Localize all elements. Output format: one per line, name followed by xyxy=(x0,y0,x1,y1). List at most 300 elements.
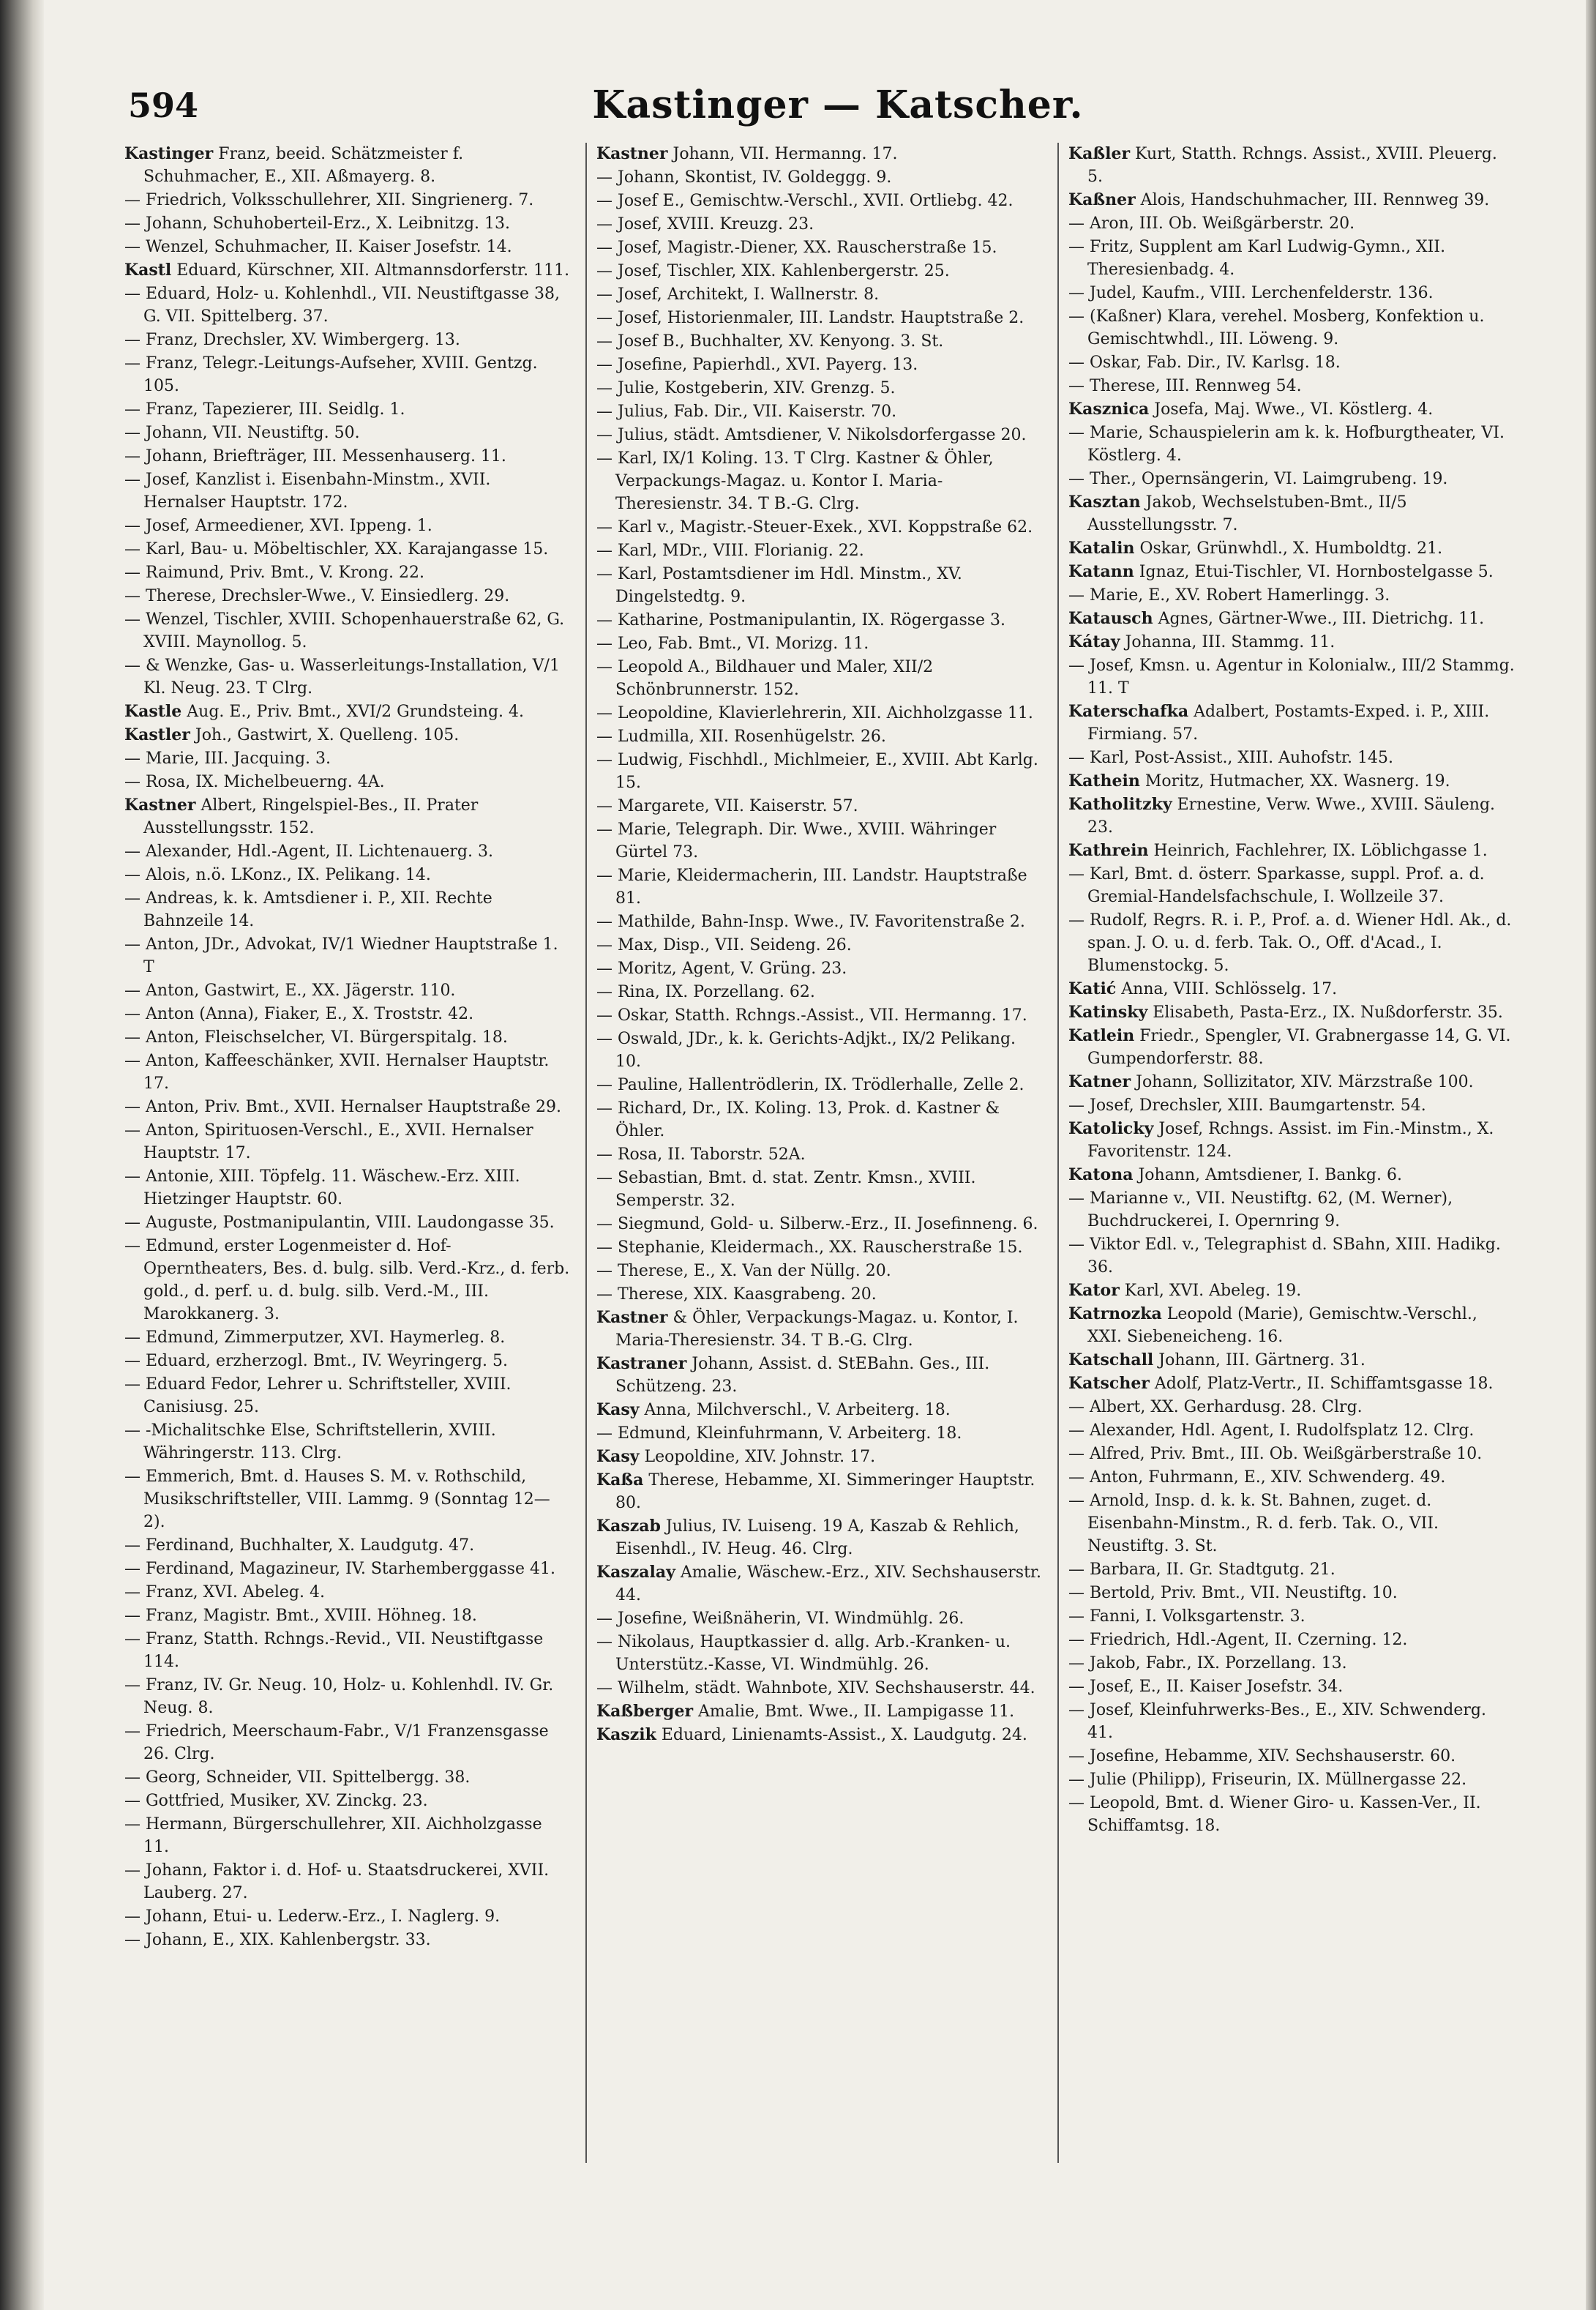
entry-surname: Kastl xyxy=(124,261,172,280)
entry-text: — Ludwig, Fischhdl., Michlmeier, E., XVIII. Abt Karlg. 15. xyxy=(596,751,1038,792)
directory-entry xyxy=(596,632,1043,656)
entry-text: — Leo, Fab. Bmt., VI. Morizg. 11. xyxy=(596,635,869,653)
directory-entry xyxy=(1068,1675,1515,1699)
entry-text: — Fanni, I. Volksgartenstr. 3. xyxy=(1068,1607,1305,1626)
directory-entry xyxy=(124,283,571,329)
directory-entry xyxy=(1068,1187,1515,1233)
directory-entry xyxy=(1068,863,1515,909)
directory-entry xyxy=(1068,1558,1515,1582)
entry-text: Johann, Amtsdiener, I. Bankg. 6. xyxy=(1133,1166,1402,1184)
directory-entry xyxy=(1068,468,1515,491)
entry-surname: Katlein xyxy=(1068,1026,1135,1045)
entry-text: — Anton (Anna), Fiaker, E., X. Troststr. 42. xyxy=(124,1005,474,1023)
directory-entry xyxy=(124,1026,571,1050)
entry-text: — Max, Disp., VII. Seideng. 26. xyxy=(596,936,852,954)
entry-text: — Katharine, Postmanipulantin, IX. Rögergasse 3. xyxy=(596,611,1006,629)
directory-entry xyxy=(596,725,1043,749)
entry-surname: Kaszik xyxy=(596,1725,656,1744)
entry-text: — Johann, Skontist, IV. Goldeggg. 9. xyxy=(596,168,892,187)
entry-text: — Jakob, Fabr., IX. Porzellang. 13. xyxy=(1068,1654,1347,1672)
entry-text: — Fritz, Supplent am Karl Ludwig-Gymn., XII. Theresienbadg. 4. xyxy=(1068,238,1446,279)
directory-entry xyxy=(1068,1792,1515,1838)
entry-text: Johann, Assist. d. StEBahn. Ges., III. Schützeng. 23. xyxy=(615,1355,990,1396)
directory-entry xyxy=(1068,1489,1515,1558)
entry-text: — Johann, Faktor i. d. Hof- u. Staatsdruckerei, XVII. Lauberg. 27. xyxy=(124,1861,550,1902)
entry-text: Joh., Gastwirt, X. Quelleng. 105. xyxy=(190,726,460,744)
directory-entry xyxy=(1068,978,1515,1001)
directory-entry xyxy=(596,818,1043,864)
directory-entry xyxy=(596,283,1043,307)
directory-entry xyxy=(1068,1466,1515,1489)
entry-text: — Ludmilla, XII. Rosenhügelstr. 26. xyxy=(596,728,886,746)
directory-entry xyxy=(124,724,571,747)
directory-entry xyxy=(124,1766,571,1790)
entry-text: — Alois, n.ö. LKonz., IX. Pelikang. 14. xyxy=(124,866,431,884)
entry-text: — Edmund, erster Logenmeister d. Hof-Operntheaters, Bes. d. bulg. silb. Verd.-Krz., d. ferb. gold., d. perf. u. d. bulg. silb. Verd.-M., III. Marokkanerg. 3. xyxy=(124,1237,570,1323)
directory-entry xyxy=(124,1326,571,1350)
directory-entry xyxy=(596,330,1043,354)
directory-entry xyxy=(596,1422,1043,1446)
directory-entry xyxy=(1068,1233,1515,1279)
directory-entry xyxy=(124,1720,571,1766)
entry-text: — Siegmund, Gold- u. Silberw.-Erz., II. Josefinneng. 6. xyxy=(596,1215,1038,1233)
directory-entry xyxy=(596,354,1043,377)
entry-text: — Bertold, Priv. Bmt., VII. Neustiftg. 10. xyxy=(1068,1584,1398,1602)
entry-text: — Johann, Etui- u. Lederw.-Erz., I. Naglerg. 9. xyxy=(124,1907,501,1926)
entry-text: — Wenzel, Schuhmacher, II. Kaiser Josefstr. 14. xyxy=(124,238,512,256)
entry-text: Therese, Hebamme, XI. Simmeringer Hauptstr. 80. xyxy=(615,1471,1035,1512)
directory-entry xyxy=(1068,840,1515,863)
entry-text: — Margarete, VII. Kaiserstr. 57. xyxy=(596,797,858,815)
directory-entry xyxy=(124,1235,571,1326)
entry-surname: Katalin xyxy=(1068,539,1135,558)
directory-entry xyxy=(124,1813,571,1859)
directory-entry xyxy=(596,539,1043,563)
directory-entry xyxy=(124,654,571,700)
directory-entry xyxy=(1068,1303,1515,1349)
entry-text: — Ferdinand, Magazineur, IV. Starhemberggasse 41. xyxy=(124,1560,555,1578)
directory-entry xyxy=(124,1929,571,1952)
entry-text: — Oswald, JDr., k. k. Gerichts-Adjkt., IX/2 Pelikang. 10. xyxy=(596,1030,1016,1071)
directory-entry xyxy=(124,1558,571,1581)
entry-text: Kurt, Statth. Rchngs. Assist., XVIII. Pleuerg. 5. xyxy=(1087,145,1497,186)
directory-entry xyxy=(124,1211,571,1235)
entry-text: — Therese, XIX. Kaasgrabeng. 20. xyxy=(596,1285,877,1304)
directory-entry xyxy=(124,259,571,283)
directory-entry xyxy=(124,212,571,236)
directory-entry xyxy=(1068,561,1515,584)
entry-text: — Franz, Drechsler, XV. Wimbergerg. 13. xyxy=(124,331,460,349)
directory-entry xyxy=(124,189,571,212)
entry-surname: Kátay xyxy=(1068,632,1120,651)
entry-text: — Pauline, Hallentrödlerin, IX. Trödlerhalle, Zelle 2. xyxy=(596,1076,1024,1094)
entry-text: — & Wenzke, Gas- u. Wasserleitungs-Installation, V/1 Kl. Neug. 23. T Clrg. xyxy=(124,657,560,698)
directory-entry xyxy=(1068,654,1515,700)
page-number: 594 xyxy=(128,86,199,125)
entry-text: — Josef, Drechsler, XIII. Baumgartenstr. 54. xyxy=(1068,1096,1426,1115)
directory-entry xyxy=(596,1515,1043,1561)
entry-surname: Kasy xyxy=(596,1400,640,1419)
directory-entry xyxy=(1068,1164,1515,1187)
directory-entry xyxy=(596,424,1043,447)
entry-surname: Katerschafka xyxy=(1068,702,1189,721)
entry-text: Albert, Ringelspiel-Bes., II. Prater Ausstellungsstr. 152. xyxy=(143,796,479,837)
directory-entry xyxy=(1068,700,1515,747)
directory-entry xyxy=(124,1350,571,1373)
directory-entry xyxy=(596,307,1043,330)
directory-entry xyxy=(1068,491,1515,537)
entry-surname: Kastler xyxy=(124,725,190,744)
directory-entry xyxy=(596,190,1043,213)
directory-entry xyxy=(596,1143,1043,1167)
entry-surname: Kathrein xyxy=(1068,841,1149,860)
entry-text: — Rina, IX. Porzellang. 62. xyxy=(596,983,815,1001)
directory-entry xyxy=(596,864,1043,911)
entry-text: — Franz, XVI. Abeleg. 4. xyxy=(124,1583,325,1601)
entry-text: — Anton, JDr., Advokat, IV/1 Wiedner Hauptstraße 1. T xyxy=(124,935,558,976)
entry-text: — Josef, Architekt, I. Wallnerstr. 8. xyxy=(596,285,880,304)
entry-surname: Kasznica xyxy=(1068,400,1150,419)
entry-surname: Kaßa xyxy=(596,1470,644,1489)
entry-text: — Karl, Post-Assist., XIII. Auhofstr. 145. xyxy=(1068,749,1393,767)
entry-text: Johann, VII. Hermanng. 17. xyxy=(667,145,898,163)
entry-surname: Kaszalay xyxy=(596,1563,675,1582)
entry-text: — Karl, Bau- u. Möbeltischler, XX. Karajangasse 15. xyxy=(124,540,549,558)
entry-surname: Kastle xyxy=(124,702,182,721)
directory-entry xyxy=(596,749,1043,795)
directory-entry xyxy=(1068,1372,1515,1396)
directory-entry xyxy=(1068,143,1515,189)
entry-text: — Eduard, erzherzogl. Bmt., IV. Weyringerg. 5. xyxy=(124,1352,509,1370)
directory-entry xyxy=(124,1419,571,1465)
entry-surname: Kastner xyxy=(124,796,196,815)
directory-entry xyxy=(124,979,571,1003)
directory-entry xyxy=(124,771,571,794)
entry-text: — Friedrich, Volksschullehrer, XII. Singrienerg. 7. xyxy=(124,191,534,209)
directory-entry xyxy=(596,213,1043,236)
directory-entry xyxy=(124,840,571,864)
entry-text: — Johann, Briefträger, III. Messenhauserg. 11. xyxy=(124,447,506,466)
entry-text: — Josefine, Papierhdl., XVI. Payerg. 13. xyxy=(596,356,918,374)
entry-text: — Andreas, k. k. Amtsdiener i. P., XII. Rechte Bahnzeile 14. xyxy=(124,889,492,930)
directory-entry xyxy=(1068,1118,1515,1164)
directory-entry xyxy=(596,1607,1043,1631)
column-3 xyxy=(1068,143,1515,2192)
entry-text: — Alfred, Priv. Bmt., III. Ob. Weißgärberstraße 10. xyxy=(1068,1445,1483,1463)
entry-text: Johanna, III. Stammg. 11. xyxy=(1120,633,1335,651)
entry-surname: Katić xyxy=(1068,979,1117,998)
entry-text: Agnes, Gärtner-Wwe., III. Dietrichg. 11. xyxy=(1153,610,1485,628)
entry-text: Jakob, Wechselstuben-Bmt., II/5 Ausstellungsstr. 7. xyxy=(1087,493,1407,534)
entry-text: — Josef, Tischler, XIX. Kahlenbergerstr. 25. xyxy=(596,262,950,280)
entry-text: — Albert, XX. Gerhardusg. 28. Clrg. xyxy=(1068,1398,1363,1416)
directory-entry xyxy=(124,608,571,654)
entry-surname: Kastraner xyxy=(596,1354,687,1373)
entry-surname: Katausch xyxy=(1068,609,1153,628)
entry-text: — Franz, IV. Gr. Neug. 10, Holz- u. Kohlenhdl. IV. Gr. Neug. 8. xyxy=(124,1676,554,1717)
entry-text: — Johann, VII. Neustiftg. 50. xyxy=(124,424,360,442)
directory-entry xyxy=(596,1004,1043,1028)
entry-text: Franz, beeid. Schätzmeister f. Schuhmacher, E., XII. Aßmayerg. 8. xyxy=(143,145,464,186)
directory-entry xyxy=(124,585,571,608)
page-header xyxy=(128,77,1548,143)
running-title: Kastinger — Katscher. xyxy=(592,83,1084,127)
directory-entry xyxy=(124,352,571,398)
entry-surname: Kaßner xyxy=(1068,190,1136,209)
entry-text: — Josef B., Buchhalter, XV. Kenyong. 3. St. xyxy=(596,332,944,351)
entry-text: — Josef E., Gemischtw.-Verschl., XVII. Ortliebg. 42. xyxy=(596,192,1014,210)
entry-surname: Kasy xyxy=(596,1447,640,1466)
directory-entry xyxy=(124,1373,571,1419)
entry-text: Alois, Handschuhmacher, III. Rennweg 39. xyxy=(1135,191,1490,209)
entry-surname: Katscher xyxy=(1068,1374,1150,1393)
directory-entry xyxy=(596,702,1043,725)
entry-text: — Franz, Telegr.-Leitungs-Aufseher, XVIII. Gentzg. 105. xyxy=(124,354,538,395)
directory-entry xyxy=(1068,747,1515,770)
entry-text: — Arnold, Insp. d. k. k. St. Bahnen, zuget. d. Eisenbahn-Minstm., R. d. ferb. Tak. O., VII. Neustiftg. 3. St. xyxy=(1068,1492,1439,1555)
entry-text: — Leopold, Bmt. d. Wiener Giro- u. Kassen-Ver., II. Schiffamtsg. 18. xyxy=(1068,1794,1481,1835)
entry-text: — Friedrich, Meerschaum-Fabr., V/1 Franzensgasse 26. Clrg. xyxy=(124,1722,549,1763)
directory-entry xyxy=(124,1465,571,1534)
entry-text: Ignaz, Etui-Tischler, VI. Hornbostelgasse 5. xyxy=(1134,563,1494,581)
directory-entry xyxy=(1068,1396,1515,1419)
entry-text: — Therese, Drechsler-Wwe., V. Einsiedlerg. 29. xyxy=(124,587,510,605)
entry-surname: Kathein xyxy=(1068,771,1140,790)
entry-text: — Josef, Magistr.-Diener, XX. Rauscherstraße 15. xyxy=(596,239,997,257)
entry-text: — Julius, städt. Amtsdiener, V. Nikolsdorfergasse 20. xyxy=(596,426,1027,444)
directory-entry xyxy=(1068,1443,1515,1466)
entry-text: Karl, XVI. Abeleg. 19. xyxy=(1119,1282,1302,1300)
directory-entry xyxy=(596,1307,1043,1353)
directory-entry xyxy=(596,1446,1043,1469)
entry-text: — Marie, E., XV. Robert Hamerlingg. 3. xyxy=(1068,586,1390,605)
entry-text: — Marie, Telegraph. Dir. Wwe., XVIII. Währinger Gürtel 73. xyxy=(596,821,997,861)
directory-entry xyxy=(596,1631,1043,1677)
directory-entry xyxy=(124,515,571,538)
entry-surname: Kaßberger xyxy=(596,1702,694,1721)
directory-entry xyxy=(596,1561,1043,1607)
directory-entry xyxy=(1068,537,1515,561)
directory-entry xyxy=(1068,1419,1515,1443)
directory-entry xyxy=(596,1213,1043,1236)
directory-entry xyxy=(124,864,571,887)
entry-text: — Edmund, Kleinfuhrmann, V. Arbeiterg. 18. xyxy=(596,1424,962,1443)
directory-entry xyxy=(596,1283,1043,1307)
directory-entry xyxy=(596,1677,1043,1700)
directory-entry xyxy=(124,1628,571,1674)
directory-entry xyxy=(124,398,571,422)
directory-entry xyxy=(596,795,1043,818)
entry-text: — Alexander, Hdl. Agent, I. Rudolfsplatz 12. Clrg. xyxy=(1068,1421,1475,1440)
entry-text: Johann, Sollizitator, XIV. Märzstraße 100. xyxy=(1131,1073,1474,1091)
entry-surname: Katona xyxy=(1068,1165,1134,1184)
directory-entry xyxy=(1068,1745,1515,1768)
directory-entry xyxy=(1068,1349,1515,1372)
directory-entry xyxy=(596,1074,1043,1097)
entry-text: — Moritz, Agent, V. Grüng. 23. xyxy=(596,960,847,978)
directory-entry xyxy=(1068,608,1515,631)
entry-text: — Franz, Statth. Rchngs.-Revid., VII. Neustiftgasse 114. xyxy=(124,1630,544,1671)
entry-text: — Therese, III. Rennweg 54. xyxy=(1068,377,1302,395)
entry-text: — Stephanie, Kleidermach., XX. Rauscherstraße 15. xyxy=(596,1238,1023,1257)
entry-surname: Katholitzky xyxy=(1068,795,1172,814)
entry-text: Leopoldine, XIV. Johnstr. 17. xyxy=(639,1448,876,1466)
entry-surname: Kasztan xyxy=(1068,493,1141,512)
entry-text: — Karl, Bmt. d. österr. Sparkasse, suppl. Prof. a. d. Gremial-Handelsfachschule, I. Wollzeile 37. xyxy=(1068,865,1485,906)
directory-entry xyxy=(1068,584,1515,608)
directory-entry xyxy=(596,981,1043,1004)
directory-entry xyxy=(1068,1768,1515,1792)
entry-text: Eduard, Kürschner, XII. Altmannsdorferstr. 111. xyxy=(171,261,570,280)
directory-entry xyxy=(124,1119,571,1165)
entry-text: — Wilhelm, städt. Wahnbote, XIV. Sechshauserstr. 44. xyxy=(596,1679,1035,1697)
directory-entry xyxy=(1068,282,1515,305)
entry-surname: Kaszab xyxy=(596,1517,661,1536)
entry-text: — Raimund, Priv. Bmt., V. Krong. 22. xyxy=(124,564,424,582)
directory-entry xyxy=(596,166,1043,190)
entry-text: — Marie, Schauspielerin am k. k. Hofburgtheater, VI. Köstlerg. 4. xyxy=(1068,424,1505,465)
entry-text: Johann, III. Gärtnerg. 31. xyxy=(1153,1351,1365,1369)
directory-entry xyxy=(1068,212,1515,236)
directory-entry xyxy=(124,1674,571,1720)
entry-text: — Friedrich, Hdl.-Agent, II. Czerning. 12. xyxy=(1068,1631,1408,1649)
directory-entry xyxy=(596,1399,1043,1422)
entry-text: — Emmerich, Bmt. d. Hauses S. M. v. Rothschild, Musikschriftsteller, VIII. Lammg. 9 (Sonntag 12—2). xyxy=(124,1468,550,1531)
entry-text: — Karl, MDr., VIII. Florianig. 22. xyxy=(596,542,864,560)
entry-text: — Franz, Tapezierer, III. Seidlg. 1. xyxy=(124,400,405,419)
entry-text: — Viktor Edl. v., Telegraphist d. SBahn, XIII. Hadikg. 36. xyxy=(1068,1236,1501,1277)
entry-surname: Katann xyxy=(1068,562,1134,581)
entry-surname: Kator xyxy=(1068,1281,1120,1300)
entry-text: — Anton, Fleischselcher, VI. Bürgerspitalg. 18. xyxy=(124,1028,508,1047)
column-divider xyxy=(585,143,587,2163)
entry-text: — Anton, Priv. Bmt., XVII. Hernalser Hauptstraße 29. xyxy=(124,1098,561,1116)
entry-surname: Katolicky xyxy=(1068,1119,1154,1138)
entry-text: — Johann, E., XIX. Kahlenbergstr. 33. xyxy=(124,1931,431,1949)
entry-text: — Sebastian, Bmt. d. stat. Zentr. Kmsn., XVIII. Semperstr. 32. xyxy=(596,1169,976,1210)
directory-entry xyxy=(596,1724,1043,1747)
entry-text: Amalie, Wäschew.-Erz., XIV. Sechshauserstr. 44. xyxy=(615,1563,1042,1604)
directory-entry xyxy=(124,1859,571,1905)
directory-entry xyxy=(124,700,571,724)
entry-text: — Karl, Postamtsdiener im Hdl. Minstm., XV. Dingelstedtg. 9. xyxy=(596,565,962,606)
entry-text: — Johann, Schuhoberteil-Erz., X. Leibnitzg. 13. xyxy=(124,214,511,233)
entry-text: — Josef, E., II. Kaiser Josefstr. 34. xyxy=(1068,1678,1344,1696)
directory-entry xyxy=(1068,1025,1515,1071)
directory-entry xyxy=(1068,1605,1515,1629)
entry-text: — Richard, Dr., IX. Koling. 13, Prok. d. Kastner & Öhler. xyxy=(596,1099,1000,1140)
entry-text: Oskar, Grünwhdl., X. Humboldtg. 21. xyxy=(1134,539,1443,558)
entry-text: — Josef, Kmsn. u. Agentur in Kolonialw., III/2 Stammg. 11. T xyxy=(1068,657,1515,698)
entry-text: Julius, IV. Luiseng. 19 A, Kaszab & Rehlich, Eisenhdl., IV. Heug. 46. Clrg. xyxy=(615,1517,1019,1558)
entry-text: — Gottfried, Musiker, XV. Zinckg. 23. xyxy=(124,1792,428,1810)
directory-entry xyxy=(596,236,1043,260)
directory-entry xyxy=(1068,1001,1515,1025)
directory-entry xyxy=(124,445,571,468)
entry-text: Ernestine, Verw. Wwe., XVIII. Säuleng. 23. xyxy=(1087,796,1496,837)
directory-entry xyxy=(124,933,571,979)
directory-entry xyxy=(124,1003,571,1026)
directory-entry xyxy=(1068,1582,1515,1605)
entry-text: — -Michalitschke Else, Schriftstellerin, XVIII. Währingerstr. 113. Clrg. xyxy=(124,1421,496,1462)
entry-text: — Eduard Fedor, Lehrer u. Schriftsteller, XVIII. Canisiusg. 25. xyxy=(124,1375,512,1416)
entry-text: — Rosa, IX. Michelbeuerng. 4A. xyxy=(124,773,385,791)
entry-text: Friedr., Spengler, VI. Grabnergasse 14, G. VI. Gumpendorferstr. 88. xyxy=(1087,1027,1511,1068)
column-2 xyxy=(596,143,1043,2192)
directory-entry xyxy=(124,468,571,515)
directory-entry xyxy=(596,1097,1043,1143)
entry-text: Heinrich, Fachlehrer, IX. Löblichgasse 1. xyxy=(1148,842,1488,860)
entry-text: — Judel, Kaufm., VIII. Lerchenfelderstr. 136. xyxy=(1068,284,1434,302)
directory-entry xyxy=(124,236,571,259)
entry-text: — Georg, Schneider, VII. Spittelbergg. 38. xyxy=(124,1768,471,1787)
entry-text: Moritz, Hutmacher, XX. Wasnerg. 19. xyxy=(1139,772,1450,790)
entry-text: — Josef, Historienmaler, III. Landstr. Hauptstraße 2. xyxy=(596,309,1024,327)
entry-text: — Anton, Kaffeeschänker, XVII. Hernalser Hauptstr. 17. xyxy=(124,1052,550,1093)
directory-entry xyxy=(1068,1279,1515,1303)
directory-entry xyxy=(596,377,1043,400)
directory-columns xyxy=(124,143,1540,2192)
entry-text: — Therese, E., X. Van der Nüllg. 20. xyxy=(596,1262,891,1280)
entry-text: & Öhler, Verpackungs-Magaz. u. Kontor, I. Maria-Theresienstr. 34. T B.-G. Clrg. xyxy=(615,1309,1019,1350)
directory-entry xyxy=(1068,351,1515,375)
directory-entry xyxy=(596,957,1043,981)
entry-surname: Kastner xyxy=(596,1308,668,1327)
entry-text: — Karl, IX/1 Koling. 13. T Clrg. Kastner & Öhler, Verpackungs-Magaz. u. Kontor I. Maria-Theresienstr. 34. T B.-G. Clrg. xyxy=(596,449,994,513)
entry-surname: Kastner xyxy=(596,144,668,163)
directory-entry xyxy=(124,747,571,771)
entry-text: Anna, Milchverschl., V. Arbeiterg. 18. xyxy=(639,1401,951,1419)
entry-surname: Kaßler xyxy=(1068,144,1131,163)
entry-surname: Katinsky xyxy=(1068,1003,1148,1022)
entry-text: — Anton, Spirituosen-Verschl., E., XVII. Hernalser Hauptstr. 17. xyxy=(124,1121,533,1162)
column-divider xyxy=(1057,143,1059,2163)
entry-text: Josefa, Maj. Wwe., VI. Köstlerg. 4. xyxy=(1149,400,1434,419)
entry-text: — Rosa, II. Taborstr. 52A. xyxy=(596,1145,806,1164)
entry-text: — Aron, III. Ob. Weißgärberstr. 20. xyxy=(1068,214,1355,233)
entry-text: Anna, VIII. Schlösselg. 17. xyxy=(1116,980,1338,998)
entry-text: — Julie (Philipp), Friseurin, IX. Müllnergasse 22. xyxy=(1068,1771,1467,1789)
directory-entry xyxy=(1068,1071,1515,1094)
entry-text: — Karl v., Magistr.-Steuer-Exek., XVI. Koppstraße 62. xyxy=(596,518,1033,537)
directory-entry xyxy=(596,563,1043,609)
directory-entry xyxy=(1068,631,1515,654)
directory-entry xyxy=(596,1700,1043,1724)
entry-text: — Julius, Fab. Dir., VII. Kaiserstr. 70. xyxy=(596,403,897,421)
directory-entry xyxy=(1068,1094,1515,1118)
directory-entry xyxy=(124,1905,571,1929)
directory-entry xyxy=(1068,1699,1515,1745)
directory-entry xyxy=(596,1353,1043,1399)
entry-text: — Josef, Armeediener, XVI. Ippeng. 1. xyxy=(124,517,432,535)
entry-text: — (Kaßner) Klara, verehel. Mosberg, Konfektion u. Gemischtwhdl., III. Löweng. 9. xyxy=(1068,307,1485,348)
entry-text: — Franz, Magistr. Bmt., XVIII. Höhneg. 18. xyxy=(124,1607,477,1625)
directory-entry xyxy=(596,447,1043,516)
directory-entry xyxy=(596,609,1043,632)
entry-text: — Leopoldine, Klavierlehrerin, XII. Aichholzgasse 11. xyxy=(596,704,1033,722)
entry-text: — Ferdinand, Buchhalter, X. Laudgutg. 47. xyxy=(124,1536,475,1555)
entry-text: — Josefine, Weißnäherin, VI. Windmühlg. 26. xyxy=(596,1610,964,1628)
entry-text: — Josefine, Hebamme, XIV. Sechshauserstr. 60. xyxy=(1068,1747,1456,1765)
directory-entry xyxy=(596,516,1043,539)
directory-entry xyxy=(596,911,1043,934)
entry-text: — Marie, III. Jacquing. 3. xyxy=(124,750,331,768)
directory-entry xyxy=(124,1050,571,1096)
entry-text: — Eduard, Holz- u. Kohlenhdl., VII. Neustiftgasse 38, G. VII. Spittelberg. 37. xyxy=(124,285,561,326)
directory-entry xyxy=(1068,1652,1515,1675)
directory-entry xyxy=(1068,375,1515,398)
entry-text: — Rudolf, Regrs. R. i. P., Prof. a. d. Wiener Hdl. Ak., d. span. J. O. u. d. ferb. Tak. O., Off. d'Acad., I. Blumenstockg. 5. xyxy=(1068,911,1512,975)
